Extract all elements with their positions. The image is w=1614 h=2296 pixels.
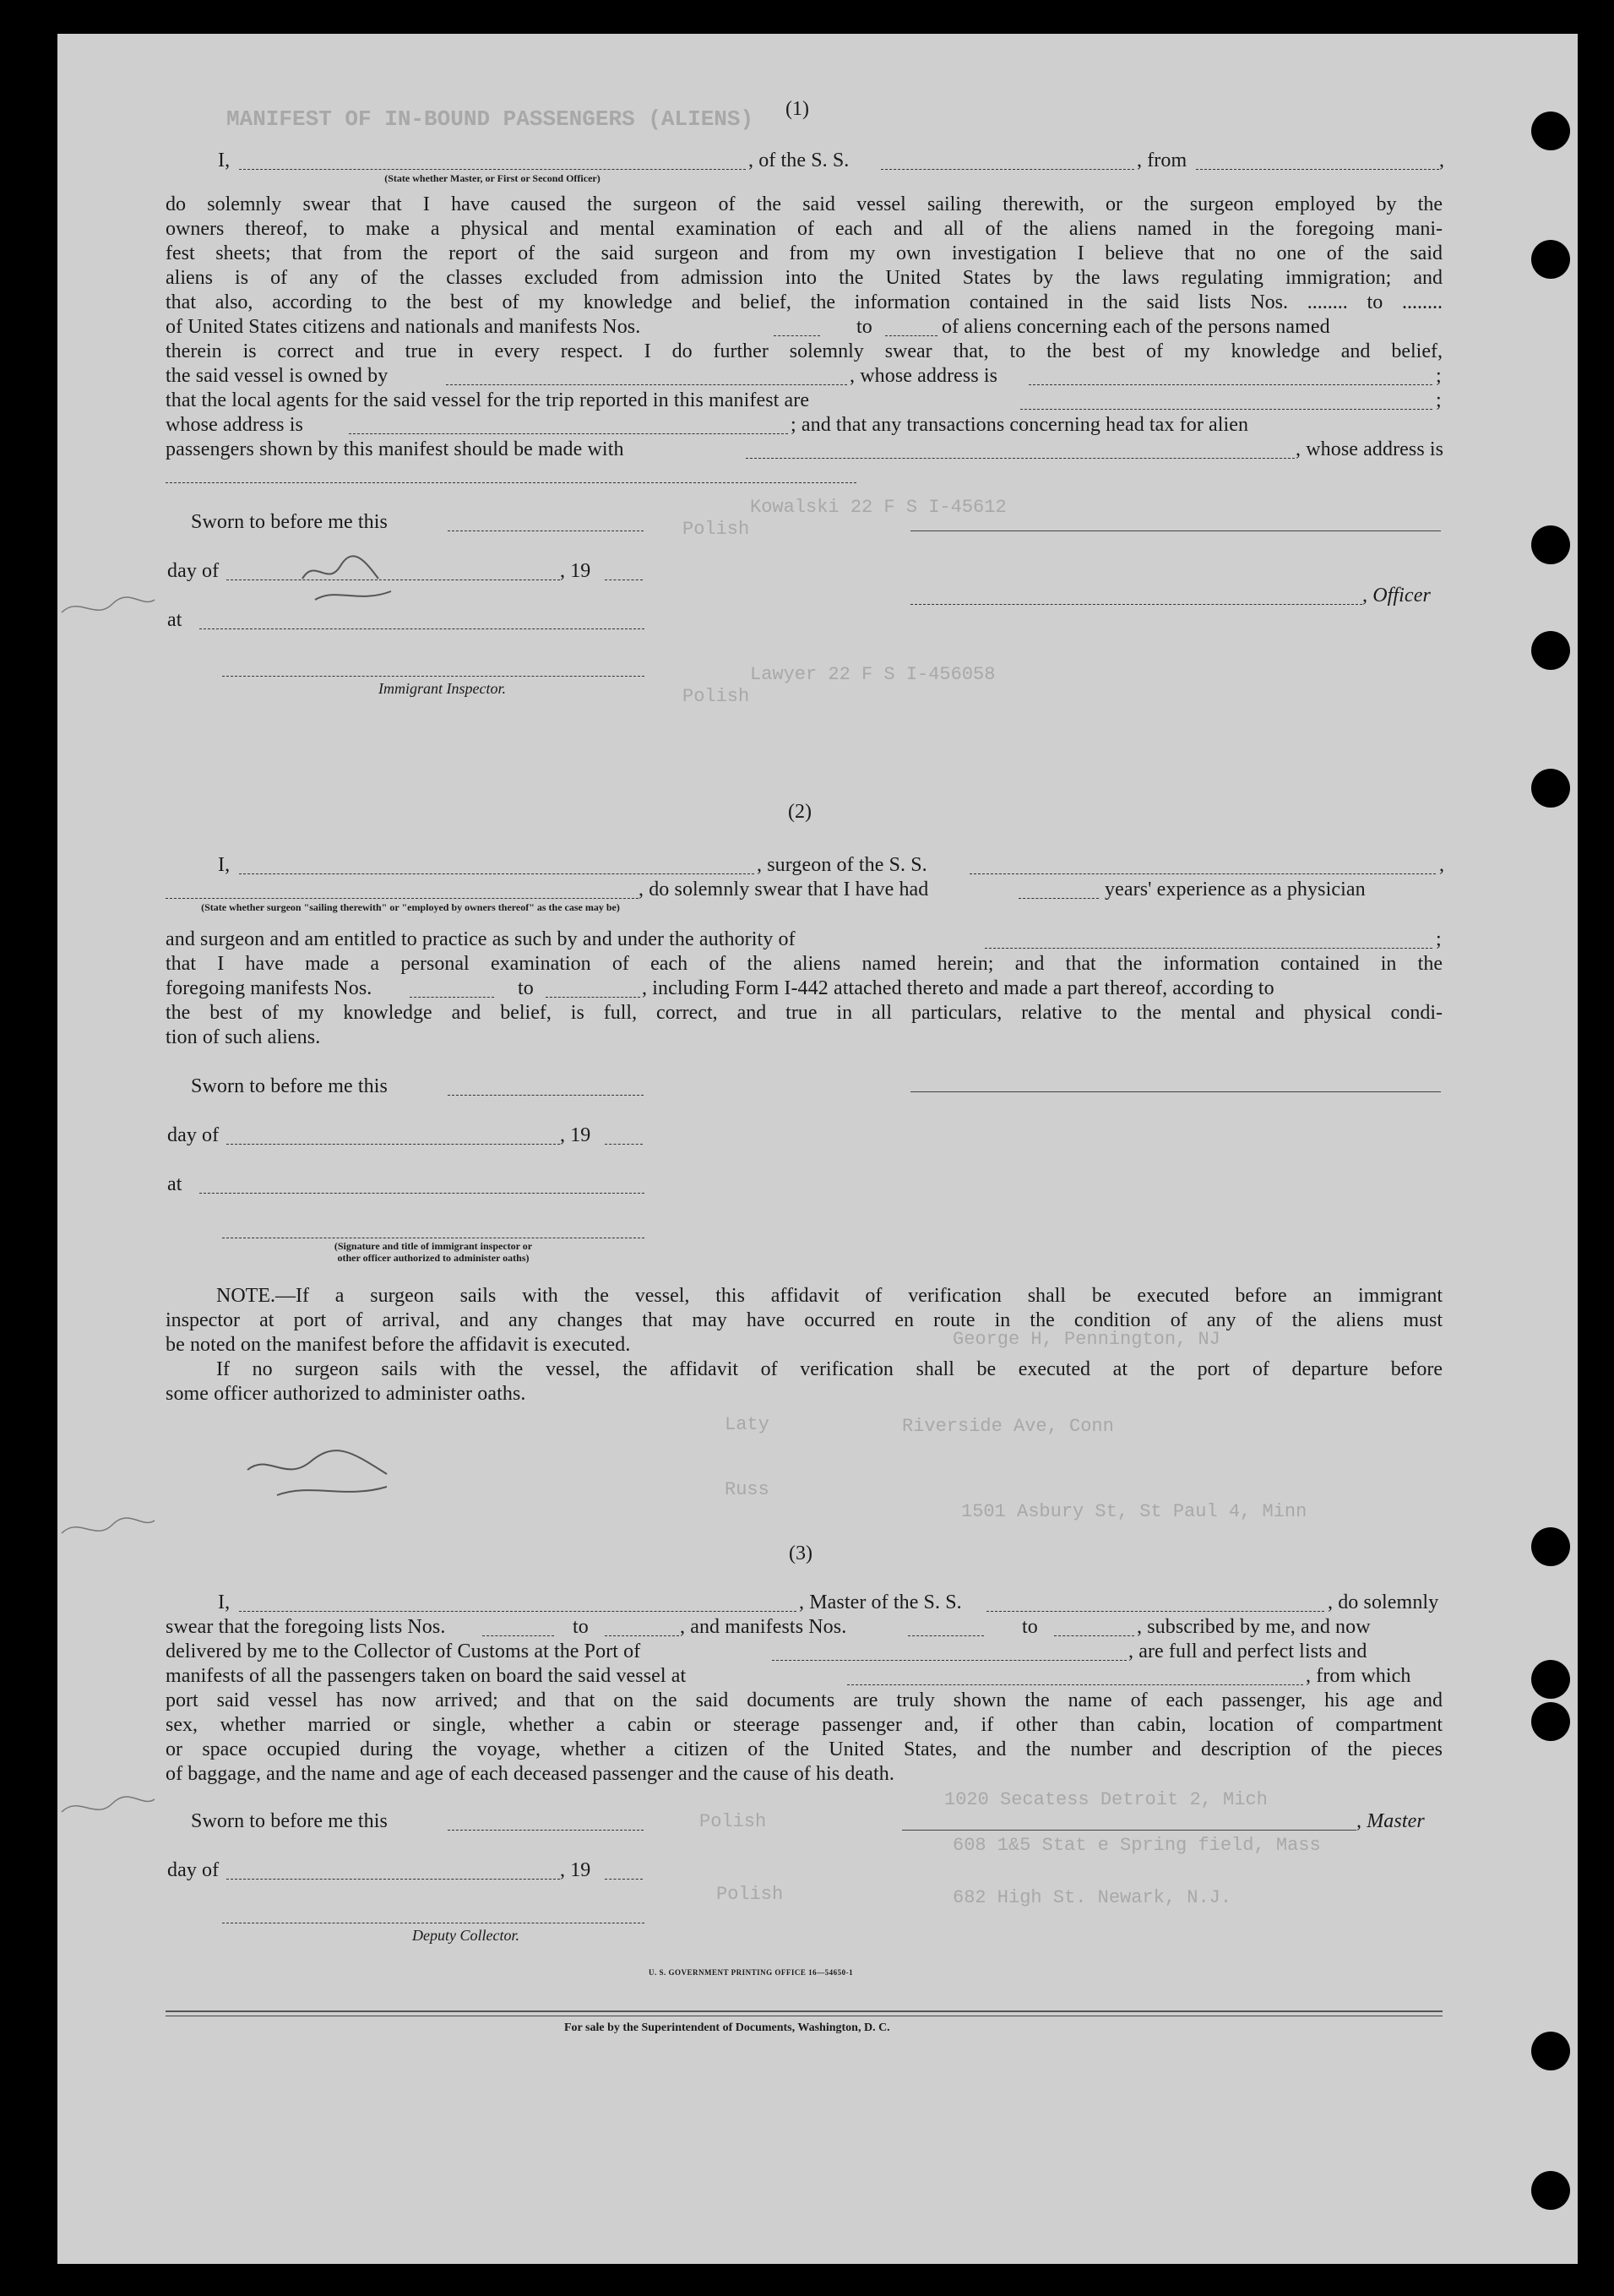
i-label: I, [218,150,231,171]
solemnly-label: , do solemnly [1328,1591,1439,1613]
oath-line: aliens is of any of the classes excluded from admission into the United States by the laws regulating immigration; and [166,267,1443,289]
oath-text: ; [1436,365,1442,387]
surgeon-of-label: , surgeon of the S. S. [757,854,927,876]
punch-hole [1531,112,1570,150]
year-label: , 19 [560,1859,591,1881]
from-port-field[interactable] [1196,169,1439,170]
i-label: I, [218,1591,231,1613]
year-label: , 19 [560,1124,591,1146]
oath-text: ; [1436,389,1442,411]
punch-hole [1531,2032,1570,2070]
bleed-through-text: Polish [699,1811,767,1832]
master-text: swear that the foregoing lists Nos. [166,1616,446,1638]
bleed-through-text: 682 High St. Newark, N.J. [953,1887,1232,1908]
master-line: port said vessel has now arrived; and that on the said documents are truly shown the name of each passenger, his age and [166,1689,1443,1711]
surgeon-text: foregoing manifests Nos. [166,977,372,999]
day-of-label: day of [167,1124,220,1146]
master-text: , from which [1306,1665,1411,1687]
surgeon-vessel-field[interactable] [970,873,1436,874]
officer-name-field[interactable] [239,169,746,170]
bleed-through-text: Lawyer 22 F S I-456058 [750,664,996,685]
master-signature-line[interactable] [902,1830,1356,1831]
sworn-day-field[interactable] [448,530,644,531]
note-line: be noted on the manifest before the affidavit is executed. [166,1334,631,1356]
signature-caption: (Signature and title of immigrant inspector or other officer authorized to administer oaths) [334,1240,533,1264]
master-vessel-field[interactable] [986,1611,1324,1612]
bleed-through-text: Polish [682,519,750,540]
bleed-through-text: Polish [716,1884,784,1905]
year-label: , 19 [560,560,591,582]
for-sale-notice: For sale by the Superintendent of Documents, Washington, D. C. [564,2021,890,2034]
manifest-back-page [57,34,1578,2264]
surgeon-name-field[interactable] [239,873,754,874]
master-text: , are full and perfect lists and [1128,1640,1367,1662]
handwritten-initials [243,1436,395,1504]
section-3-number: (3) [789,1542,812,1564]
bleed-through-text: Polish [682,686,750,707]
surgeon-text: years' experience as a physician [1105,879,1366,900]
comma: , [1439,150,1445,171]
handwritten-initials [57,1504,159,1554]
at-label: at [167,609,182,631]
master-label: , Master [1356,1810,1425,1832]
oath-line: therein is correct and true in every respect. I do further solemnly swear that, to the best of my knowledge and belief, [166,340,1443,362]
sworn-year-field[interactable] [605,1879,643,1880]
i-label: I, [218,854,231,876]
sworn-place-field[interactable] [199,1193,644,1194]
oath-text: ; and that any transactions concerning head tax for alien [791,414,1249,436]
sworn-day-field[interactable] [448,1095,644,1096]
master-name-field[interactable] [239,1611,796,1612]
inspector-caption: Immigrant Inspector. [378,680,506,697]
oath-line: do solemnly swear that I have caused the surgeon of the said vessel sailing therewith, or the surgeon employed by the [166,193,1443,215]
punch-hole [1531,769,1570,808]
day-of-label: day of [167,560,220,582]
master-line: sex, whether married or single, whether a cabin or steerage passenger and, if other than cabin, location of compartment [166,1714,1443,1736]
surgeon-line: that I have made a personal examination of each of the aliens named herein; and that the information contained in the [166,953,1443,975]
local-agents-field[interactable] [1020,409,1432,410]
note-line: If no surgeon sails with the vessel, the affidavit of verification shall be executed at the port of departure before [216,1358,1443,1380]
port-of-arrival-field[interactable] [772,1660,1127,1661]
surgeon-text: to [518,977,534,999]
master-text: , subscribed by me, and now [1137,1616,1371,1638]
bleed-through-text: 1020 Secatess Detroit 2, Mich [944,1789,1268,1810]
bleed-through-text: Riverside Ave, Conn [902,1416,1114,1437]
oath-text: to [856,316,872,338]
officer-title-line[interactable] [910,604,1362,605]
oath-line: fest sheets; that from the report of the said surgeon and from my own investigation I believe that no one of the said [166,242,1443,264]
semicolon: ; [1436,928,1442,950]
inspector-signature-line[interactable] [222,676,644,677]
master-text: , and manifests Nos. [680,1616,847,1638]
day-of-label: day of [167,1859,220,1881]
master-text: to [1022,1616,1038,1638]
head-tax-address-field[interactable] [166,482,856,483]
oath-text: , whose address is [1296,438,1444,460]
authority-field[interactable] [985,948,1432,949]
lists-to-field[interactable] [605,1635,679,1636]
manifest-no-from-field[interactable] [774,335,820,336]
surgeon-manifest-to-field[interactable] [546,997,640,998]
sworn-month-field[interactable] [226,1144,560,1145]
years-experience-field[interactable] [1019,898,1099,899]
oath-text: of aliens concerning each of the persons named [942,316,1330,338]
manifest-no-to-field[interactable] [885,335,937,336]
head-tax-party-field[interactable] [746,458,1295,459]
oath-line: that also, according to the best of my knowledge and belief, the information contained in the said lists Nos. ........ to ........ [166,291,1443,313]
owner-field[interactable] [446,384,847,385]
officer-caption: (State whether Master, or First or Second Officer) [384,172,600,184]
surgeon-text: , including Form I-442 attached thereto and made a part thereof, according to [642,977,1274,999]
punch-hole [1531,2171,1570,2210]
owner-address-field[interactable] [1029,384,1432,385]
punch-hole [1531,525,1570,564]
manifests-from-field[interactable] [908,1635,984,1636]
lists-from-field[interactable] [482,1635,554,1636]
master-line: or space occupied during the voyage, whether a citizen of the United States, and the number and description of the pieces [166,1738,1443,1760]
punch-hole [1531,631,1570,670]
oath-text: that the local agents for the said vessel for the trip reported in this manifest are [166,389,810,411]
surgeon-text: and surgeon and am entitled to practice as such by and under the authority of [166,928,796,950]
oath-text: passengers shown by this manifest should be made with [166,438,624,460]
master-text: delivered by me to the Collector of Customs at the Port of [166,1640,641,1662]
surgeon-status-field[interactable] [166,898,639,899]
port-of-departure-field[interactable] [847,1684,1303,1685]
section-2-number: (2) [788,801,812,823]
oath-text: , whose address is [850,365,998,387]
officer-label: , Officer [1362,585,1431,607]
oath-text: whose address is [166,414,303,436]
note-line: inspector at port of arrival, and any changes that may have occurred en route in the condition of any of the aliens must [166,1309,1443,1331]
note-line: NOTE.—If a surgeon sails with the vessel, this affidavit of verification shall be executed before an immigrant [216,1285,1443,1307]
agent-address-field[interactable] [349,433,788,434]
sworn-year-field[interactable] [605,579,643,580]
bleed-through-text: 1501 Asbury St, St Paul 4, Minn [961,1501,1307,1522]
vessel-name-field[interactable] [881,169,1134,170]
officer-signature-line[interactable] [910,530,1441,531]
surgeon-caption: (State whether surgeon "sailing therewith" or "employed by owners thereof" as the case may be) [201,901,620,913]
manifests-to-field[interactable] [1054,1635,1134,1636]
bleed-through-text: 608 1&5 Stat e Spring field, Mass [953,1835,1321,1856]
bleed-through-text: Kowalski 22 F S I-45612 [750,497,1007,518]
oath-text: the said vessel is owned by [166,365,389,387]
comma: , [1439,854,1445,876]
surgeon-line: the best of my knowledge and belief, is full, correct, and true in all particulars, relative to the mental and physical condi- [166,1002,1443,1024]
sworn-label: Sworn to before me this [191,1810,388,1832]
punch-hole [1531,240,1570,279]
handwritten-initials [57,1782,159,1833]
sworn-place-field[interactable] [199,628,644,629]
surgeon-signature-line[interactable] [910,1091,1441,1092]
bleed-through-text: George H, Pennington, NJ [953,1329,1220,1350]
surgeon-manifest-from-field[interactable] [410,997,494,998]
oath-text: of United States citizens and nationals and manifests Nos. [166,316,641,338]
punch-hole [1531,1702,1570,1741]
bleed-through-text: MANIFEST OF IN-BOUND PASSENGERS (ALIENS) [226,106,754,132]
master-text: manifests of all the passengers taken on board the said vessel at [166,1665,687,1687]
sworn-month-field[interactable] [226,1879,560,1880]
sworn-label: Sworn to before me this [191,511,388,533]
at-label: at [167,1173,182,1195]
oath-line: owners thereof, to make a physical and mental examination of each and all of the aliens named in the foregoing mani- [166,218,1443,240]
bleed-through-text: Laty [725,1414,769,1435]
of-ss-label: , of the S. S. [748,150,850,171]
master-text: to [573,1616,589,1638]
from-label: , from [1137,150,1187,171]
sworn-year-field[interactable] [605,1144,643,1145]
surgeon-text: tion of such aliens. [166,1026,321,1048]
printing-office-imprint: U. S. GOVERNMENT PRINTING OFFICE 16—54650-1 [649,1968,854,1977]
note-line: some officer authorized to administer oaths. [166,1383,526,1405]
handwritten-initials [57,583,159,634]
sworn-label: Sworn to before me this [191,1075,388,1097]
footer-rule [166,2010,1443,2012]
sworn-day-field[interactable] [448,1830,644,1831]
master-of-label: , Master of the S. S. [799,1591,962,1613]
surgeon-text: , do solemnly swear that I have had [639,879,929,900]
deputy-caption: Deputy Collector. [412,1927,519,1944]
section-1-number: (1) [785,98,809,120]
punch-hole [1531,1660,1570,1699]
bleed-through-text: Russ [725,1479,769,1500]
handwritten-initials [298,553,408,621]
punch-hole [1531,1527,1570,1566]
master-line: of baggage, and the name and age of each deceased passenger and the cause of his death. [166,1763,894,1785]
